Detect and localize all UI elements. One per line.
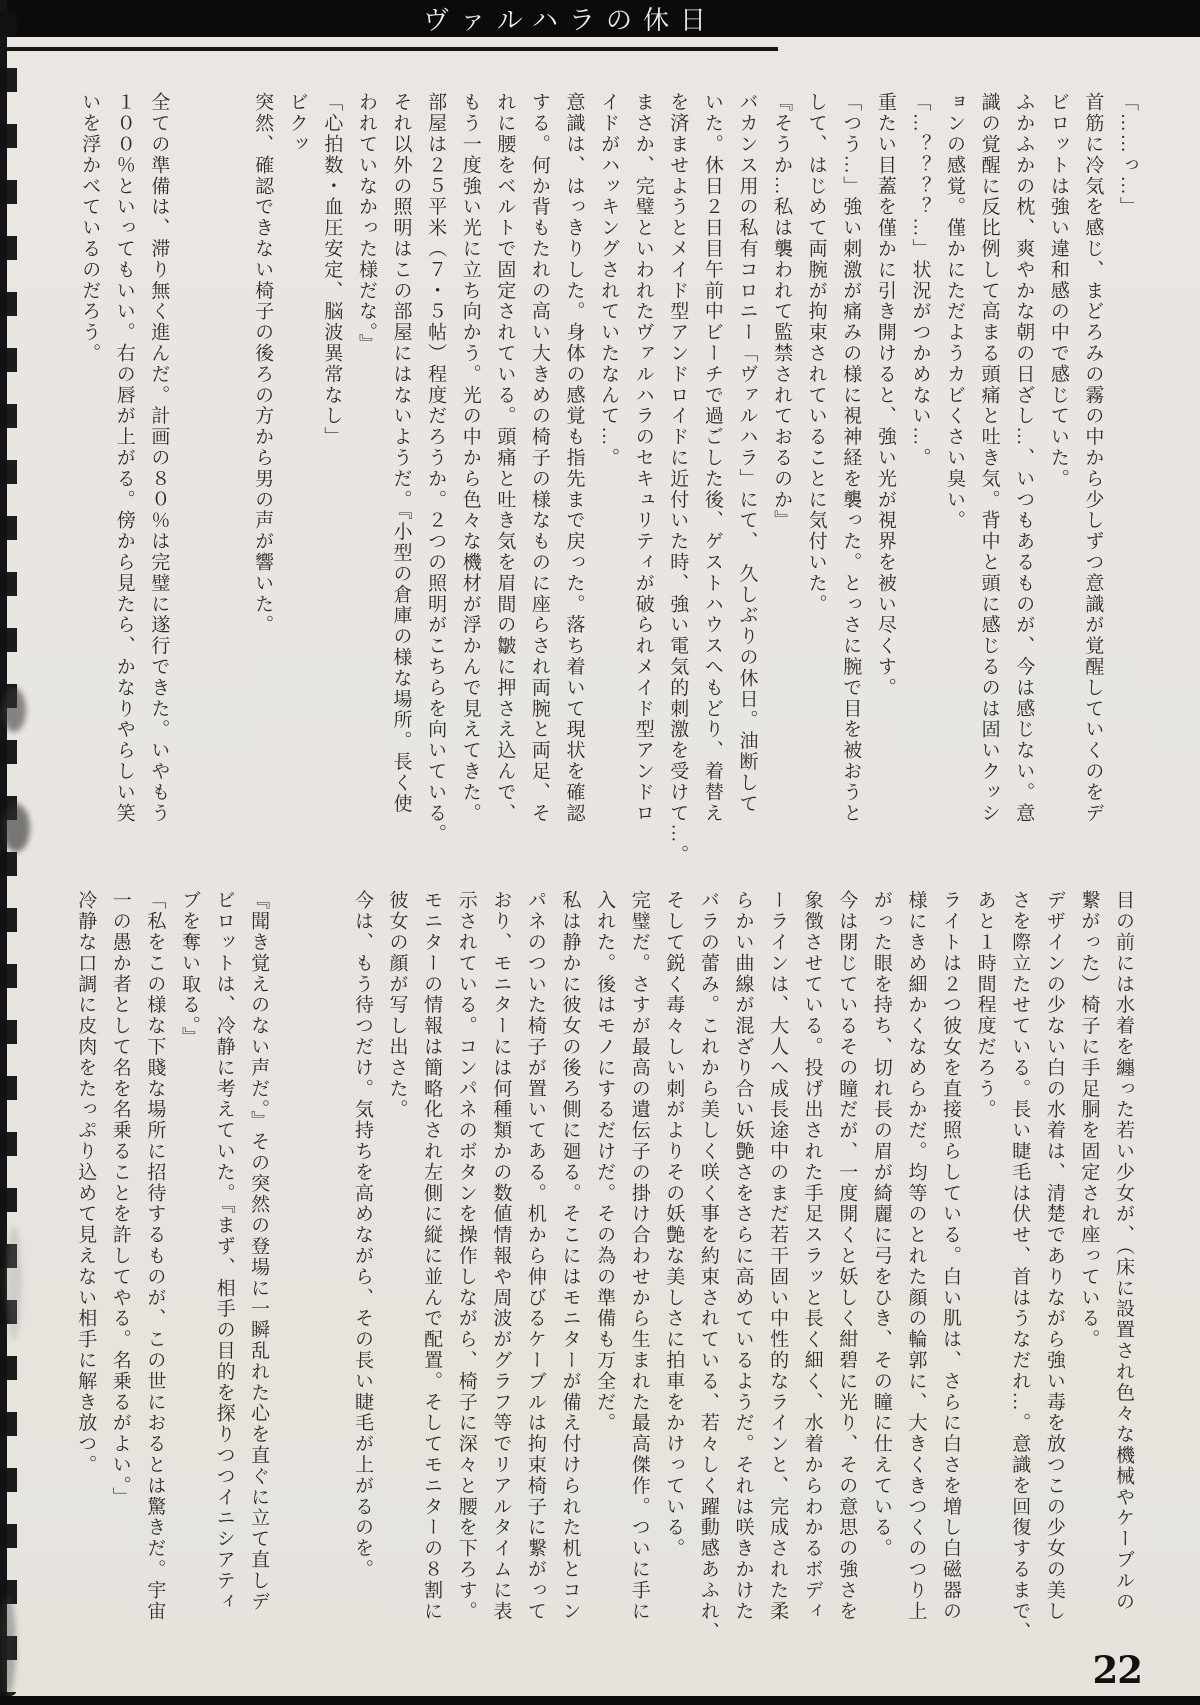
scan-smudge	[2, 804, 30, 852]
text-column: を済ませようとメイド型アンドロイドに近付いた時、強い電気的刺激を受けて…。	[667, 92, 689, 866]
text-column: パネのついた椅子が置いてある。机から伸びるケーブルは拘束椅子に繋がって	[524, 890, 546, 1622]
page-number: 22	[1092, 1648, 1142, 1692]
scan-edge-marks	[0, 12, 17, 1696]
text-column: そして鋭く毒々しい刺がよりその妖艶な美しさに拍車をかけっている。	[663, 890, 685, 1559]
text-column: 目の前には水着を纏った若い少女が、（床に設置され色々な機械やケーブルの	[1113, 890, 1134, 1612]
text-column: ョンの感覚。僅かにただようカビくさい臭い。	[944, 92, 966, 531]
scan-smudge	[0, 1595, 16, 1695]
text-column: 繋がった）椅子に手足胴を固定され座っている。	[1078, 890, 1100, 1350]
page-header	[0, 0, 1200, 37]
page-title: ヴァルハラの休日	[423, 6, 717, 35]
text-column: あと１時間程度だろう。	[974, 890, 996, 1120]
text-column: 象徴させている。投げ出された手足スラッと長く細く、水着からわかるボディ	[801, 890, 823, 1622]
text-column: まさか、完璧といわれたヴァルハラのセキュリティが破られメイド型アンドロ	[632, 92, 654, 824]
text-column: ビロットは強い違和感の中で感じていた。	[1047, 92, 1069, 490]
text-column: ビクッ	[286, 92, 308, 155]
text-column: 全ての準備は、滞り無く進んだ。計画の８０％は完璧に遂行できた。いやもう	[148, 92, 170, 824]
text-column: 突然、確認できない椅子の後ろの方から男の声が響いた。	[252, 92, 274, 636]
scan-smudge	[2, 688, 26, 732]
text-column: 『聞き覚えのない声だ。』その突然の登場に一瞬乱れた心を直ぐに立て直しデ	[248, 890, 270, 1612]
text-column	[175, 92, 210, 850]
text-column: いを浮かべているのだろう。	[79, 92, 101, 364]
text-column: 示されている。コンパネのボタンを操作しながら、椅子に深々と腰を下ろす。	[455, 890, 477, 1622]
text-column: 『そうか…私は襲われて監禁されておるのか』	[771, 92, 793, 531]
text-column: ライトは２つ彼女を直接照らしている。白い肌は、さらに白さを増し白磁器の	[940, 890, 962, 1622]
text-column: れに腰をベルトで固定されている。頭痛と吐き気を眉間の皺に押さえ込んで、	[494, 92, 516, 824]
text-column: モニターの情報は簡略化され左側に縦に並んで配置。そしてモニターの８割に	[421, 890, 443, 1622]
text-column: ブを奪い取る。』	[178, 890, 200, 1048]
text-column: おり、モニターには何種類かの数値情報や周波がグラフ等でリアルタイムに表	[490, 890, 512, 1622]
text-column: 意識は、はっきりした。身体の感覚も指先まで戻った。落ち着いて現状を確認	[563, 92, 585, 824]
text-column: する。何か背もたれの高い大きめの椅子の様なものに座らされ両腕と両足、そ	[528, 92, 550, 824]
text-column: 入れた。後はモノにするだけだ。その為の準備も万全だ。	[594, 890, 616, 1434]
text-column: われていなかった様だな。』	[355, 92, 377, 355]
text-column: いた。休日２日目午前中ビーチで過ごした後、ゲストハウスへもどり、着替え	[701, 92, 723, 824]
text-column: もう一度強い光に立ち向かう。光の中から色々な機材が浮かんで見えてきた。	[459, 92, 481, 824]
text-column: 冷静な口調に皮肉をたっぷり込めて見えない相手に解き放つ。	[75, 890, 97, 1476]
text-column: 部屋は２５平米（７・５帖）程度だろうか。２つの照明がこちらを向いている。	[425, 92, 447, 845]
text-column: がった眼を持ち、切れ長の眉が綺麗に弓をひき、その瞳に仕えている。	[870, 890, 892, 1559]
text-column	[310, 890, 345, 1648]
text-column: デザインの少ない白の水着は、清楚でありながら強い毒を放つこの少女の美し	[1043, 890, 1065, 1622]
text-column: さを際立たせている。長い睫毛は伏せ、首はうなだれ…。意識を回復するまで、	[1009, 890, 1031, 1643]
footer-bar	[0, 1696, 1200, 1705]
text-column: らかい曲線が混ざり合い妖艶さをさらに高めているようだ。それは咲きかけた	[732, 890, 754, 1622]
text-column	[210, 92, 245, 850]
text-column: 重たい目蓋を僅かに引き開けると、強い光が視界を被い尽くす。	[874, 92, 896, 699]
story-section-bottom	[68, 890, 1140, 1648]
text-column: バラの蕾み。これから美しく咲く事を約束されている、若々しく躍動感あふれ、	[697, 890, 719, 1643]
text-column: 「……っ…」	[1117, 92, 1138, 218]
story-section-top	[72, 92, 1144, 866]
text-column: 「心拍数・血圧安定、脳波異常なし」	[321, 92, 343, 448]
text-column: バカンス用の私有コロニー「ヴァルハラ」にて、 久しぶりの休日。油断して	[736, 92, 758, 814]
text-column: 様にきめ細かくなめらかだ。均等のとれた顔の輪郭に、大きくきつくのつり上	[905, 890, 927, 1622]
text-column: それ以外の照明はこの部屋にはないようだ。『小型の倉庫の様な場所。長く使	[390, 92, 412, 814]
text-column: 一の愚か者として名を名乗ることを許してやる。名乗るがよい。」	[109, 890, 131, 1508]
text-column: 彼女の顔が写し出さた。	[386, 890, 408, 1120]
text-column: 識の覚醒に反比例して高まる頭痛と吐き気。背中と頭に感じるのは固いクッシ	[978, 92, 1000, 824]
text-column: 首筋に冷気を感じ、まどろみの霧の中から少しずつ意識が覚醒していくのをデ	[1082, 92, 1104, 824]
text-column: ふかふかの枕、爽やかな朝の日ざし…、いつもあるものが、今は感じない。意	[1013, 92, 1035, 824]
text-column: 完璧だ。さすが最高の遺伝子の掛け合わせから生まれた最高傑作。ついに手に	[628, 890, 650, 1622]
text-column: １００％といってもいい。右の唇が上がる。傍から見たら、かなりやらしい笑	[113, 92, 135, 824]
text-column: ビロットは、冷静に考えていた。『まず、相手の目的を探りつつイニシアティ	[213, 890, 235, 1612]
text-column	[275, 890, 310, 1648]
text-column: イドがハッキングされていたなんて…。	[598, 92, 620, 469]
header-rule	[0, 47, 778, 51]
text-column: して、はじめて両腕が拘束されていることに気付いた。	[805, 92, 827, 615]
text-column: 「…？？？？…」状況がつかめない…。	[909, 92, 931, 469]
text-column: ーラインは、大人へ成長途中のまだ若干固い中性的なラインと、完成された柔	[767, 890, 789, 1622]
text-column: 「私をこの様な下賤な場所に招待するものが、この世におるとは驚きだ。宇宙	[144, 890, 166, 1622]
text-column: 今は閉じているその瞳だが、一度開くと妖しく紺碧に光り、その意思の強さを	[836, 890, 858, 1622]
text-column: 今は、もう待つだけ。気持ちを高めながら、その長い睫毛が上がるのを。	[351, 890, 373, 1580]
text-column: 「つう…」強い刺激が痛みの様に視神経を襲った。とっさに腕で目を被おうと	[840, 92, 862, 824]
text-column: 私は静かに彼女の後ろ側に廻る。そこにはモニターが備え付けられた机とコン	[559, 890, 581, 1622]
scan-smudge	[6, 1225, 22, 1340]
